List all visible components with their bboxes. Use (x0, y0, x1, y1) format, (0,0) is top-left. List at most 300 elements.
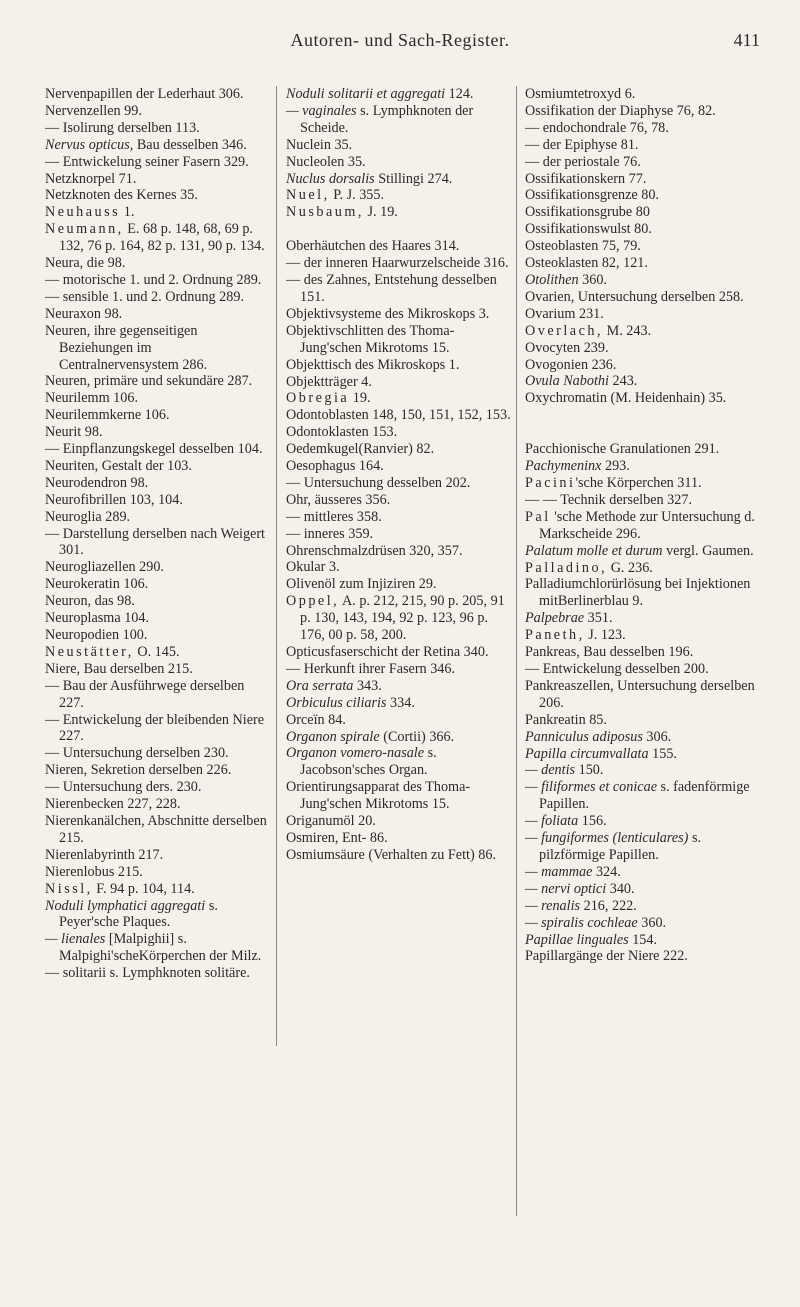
entry-latin-term: Palatum molle et durum (525, 542, 663, 559)
index-entry (286, 390, 514, 407)
index-entry (286, 306, 514, 323)
index-entry (286, 103, 514, 137)
index-entry (525, 813, 761, 830)
entry-text: Ovogonien 236. (525, 356, 617, 373)
entry-text: s. Jacobson'sches Organ. (300, 745, 437, 779)
entry-latin-term: Palpebrae (525, 610, 585, 627)
entry-text: Nervenzellen 99. (45, 102, 142, 119)
index-entry (286, 204, 514, 221)
index-entry (525, 898, 761, 915)
entry-text: Opticusfaserschicht der Retina 340. (286, 644, 489, 660)
entry-text: Neurilemm 106. (45, 390, 138, 407)
index-entry (45, 289, 267, 306)
entry-text: Ossifikationsgrenze 80. (525, 187, 659, 204)
index-entry (45, 644, 267, 661)
entry-text: Netzknoten des Kernes 35. (45, 187, 198, 204)
index-entry (286, 137, 514, 154)
entry-text: Ossifikationsgrube 80 (525, 204, 650, 221)
entry-text: Osteoklasten 82, 121. (525, 255, 648, 272)
entry-latin-term: Nuclus dorsalis (286, 170, 375, 187)
entry-text: Neuroplasma 104. (45, 610, 150, 627)
entry-text: Osmiumsäure (Verhalten zu Fett) 86. (286, 846, 496, 863)
entry-text: (Cortii) 366. (379, 728, 455, 745)
index-entry (45, 103, 267, 120)
index-entry (525, 171, 761, 188)
index-entry (525, 746, 761, 763)
entry-latin-term: Papillae linguales (525, 931, 629, 948)
entry-text: 150. (575, 762, 604, 779)
entry-author: Neumann, (45, 221, 124, 238)
index-entry (286, 661, 514, 678)
entry-text: Nuclein 35. (286, 136, 353, 153)
entry-author: Neuhauss (45, 204, 121, 221)
index-entry (525, 610, 761, 627)
entry-text: Olivenöl zum Injiziren 29. (286, 576, 437, 593)
entry-text: Nierenlobus 215. (45, 863, 143, 880)
entry-text: 334. (386, 694, 415, 711)
entry-text: Neuren, primäre und sekundäre 287. (45, 373, 253, 390)
index-entry (286, 779, 514, 813)
entry-text: — Untersuchung ders. 230. (45, 779, 202, 796)
entry-text: M. 243. (603, 322, 652, 339)
index-entry (525, 272, 761, 289)
entry-text: 360. (578, 271, 607, 288)
index-entry (286, 357, 514, 374)
entry-text: Nierenbecken 227, 228. (45, 796, 181, 813)
entry-text: G. 236. (607, 559, 653, 576)
entry-text: 156. (578, 813, 607, 830)
entry-text: Ohrenschmalzdrüsen 320, 357. (286, 542, 463, 559)
index-entry (45, 407, 267, 424)
entry-latin-term: Papilla circumvallata (525, 745, 649, 762)
entry-text: Neurokeratin 106. (45, 576, 149, 593)
entry-latin-term: Noduli solitarii et aggregati (286, 86, 446, 102)
index-entry (525, 340, 761, 357)
index-entry (286, 695, 514, 712)
index-entry (525, 458, 761, 475)
entry-latin-term: Ovula Nabothi (525, 373, 609, 390)
index-entry (45, 813, 267, 847)
entry-text: Nieren, Sekretion derselben 226. (45, 762, 232, 779)
index-entry (45, 390, 267, 407)
entry-latin-term: — lienales (45, 931, 106, 948)
entry-text: 293. (601, 458, 630, 475)
entry-text: Nierenkanälchen, Abschnitte derselben 215. (45, 812, 267, 846)
entry-text: — motorische 1. und 2. Ordnung 289. (45, 271, 262, 288)
index-entry (45, 221, 267, 255)
page-number: 411 (733, 30, 760, 50)
entry-text: 343. (353, 677, 382, 694)
entry-text: Okular 3. (286, 559, 340, 576)
entry-text: Neuraxon 98. (45, 305, 123, 322)
entry-text: 340. (606, 880, 635, 897)
entry-text: — sensible 1. und 2. Ordnung 289. (45, 288, 245, 305)
index-entry (45, 678, 267, 712)
entry-text: 306. (642, 728, 672, 745)
entry-text: s. fadenförmige Papillen. (539, 779, 750, 813)
entry-text: J. 123. (584, 627, 626, 644)
entry-latin-term: — mammae (525, 863, 593, 880)
index-entry (45, 137, 267, 154)
index-entry (286, 745, 514, 779)
index-entry (45, 306, 267, 323)
entry-text: Osmiren, Ent- 86. (286, 829, 388, 846)
index-entry (45, 864, 267, 881)
entry-text: Objektivschlitten des Thoma-Jung'schen Mikrotoms 15. (286, 322, 455, 356)
index-entry (45, 323, 267, 374)
column-divider (516, 86, 517, 1216)
entry-author: Overlach, (525, 322, 604, 339)
index-entry (525, 729, 761, 746)
entry-text: Neurit 98. (45, 424, 103, 441)
entry-latin-term: Nervus opticus, (45, 136, 134, 153)
index-entry (525, 779, 761, 813)
entry-text: J. 19. (363, 204, 398, 221)
entry-text: s. Peyer'sche Plaques. (59, 897, 218, 931)
index-entry (525, 357, 761, 374)
section-gap (286, 221, 514, 238)
entry-text: 155. (648, 745, 677, 762)
index-entry (525, 475, 761, 492)
index-entry (45, 576, 267, 593)
entry-text: Oesophagus 164. (286, 458, 384, 475)
entry-latin-term: — dentis (525, 762, 576, 779)
entry-latin-term: Otolithen (525, 271, 579, 288)
entry-author: Neustätter, (45, 643, 134, 660)
index-entry (45, 424, 267, 441)
index-entry (45, 492, 267, 509)
entry-text: Ossifikationswulst 80. (525, 221, 652, 238)
index-entry (286, 171, 514, 188)
entry-text: E. 68 p. 148, 68, 69 p. 132, 76 p. 164, 82 p. 131, 90 p. 134. (59, 221, 265, 255)
index-entry (286, 154, 514, 171)
index-entry (286, 543, 514, 560)
entry-text: Papillargänge der Niere 222. (525, 948, 688, 965)
index-column-1 (45, 86, 267, 982)
entry-text: — mittleres 358. (286, 508, 382, 525)
entry-text: 154. (628, 931, 658, 948)
index-entry (45, 931, 267, 965)
index-column-3 (525, 86, 761, 965)
entry-text: 216, 222. (580, 897, 637, 914)
index-entry (45, 593, 267, 610)
index-entry (45, 154, 267, 171)
index-entry (286, 526, 514, 543)
index-entry (286, 678, 514, 695)
index-entry (525, 509, 761, 543)
entry-text: — der inneren Haarwurzelscheide 316. (286, 255, 509, 272)
index-entry (45, 796, 267, 813)
entry-text: 360. (637, 914, 667, 931)
entry-author: Nusbaum, (286, 204, 364, 221)
entry-text: — Herkunft ihrer Fasern 346. (286, 660, 456, 677)
entry-text: Bau desselben 346. (133, 136, 247, 153)
entry-author: Pacini (525, 475, 576, 492)
index-entry (286, 458, 514, 475)
index-entry (525, 762, 761, 779)
entry-text: 1. (120, 204, 135, 221)
section-gap (525, 424, 761, 441)
running-title: Autoren- und Sach-Register. (290, 30, 510, 50)
entry-text: Ohr, äusseres 356. (286, 491, 391, 508)
index-entry (286, 509, 514, 526)
entry-text: Ossifikation der Diaphyse 76, 82. (525, 102, 716, 119)
index-entry (286, 847, 514, 864)
entry-text: Orceïn 84. (286, 711, 346, 728)
index-entry (286, 475, 514, 492)
entry-text: — des Zahnes, Entstehung desselben 151. (286, 272, 497, 305)
entry-text: Stillingi 274. (374, 170, 453, 187)
index-entry (525, 712, 761, 729)
entry-text: Nervenpapillen der Lederhaut 306. (45, 86, 244, 102)
entry-text: Oberhäutchen des Haares 314. (286, 238, 460, 255)
entry-text: 324. (592, 863, 621, 880)
entry-text: vergl. Gaumen. (662, 542, 754, 559)
index-entry (286, 712, 514, 729)
entry-latin-term: Orbiculus ciliaris (286, 694, 387, 711)
entry-text: — Untersuchung desselben 202. (286, 474, 471, 491)
index-entry (525, 644, 761, 661)
index-entry (45, 187, 267, 204)
entry-text: 19. (349, 390, 371, 407)
index-entry (525, 543, 761, 560)
entry-text: Pankreatin 85. (525, 711, 607, 728)
entry-text: — Entwickelung seiner Fasern 329. (45, 153, 249, 170)
entry-text: — Isolirung derselben 113. (45, 119, 200, 136)
entry-text: Origanumöl 20. (286, 813, 376, 830)
index-entry (45, 458, 267, 475)
entry-text: Odontoblasten 148, 150, 151, 152, 153. (286, 407, 511, 424)
index-entry (286, 813, 514, 830)
entry-text: Oedemkugel(Ranvier) 82. (286, 441, 435, 458)
index-entry (45, 559, 267, 576)
entry-author: Obregia (286, 390, 350, 407)
entry-text: Neuroglia 289. (45, 508, 131, 525)
entry-text: F. 94 p. 104, 114. (92, 880, 195, 897)
index-entry (525, 441, 761, 458)
index-entry (286, 187, 514, 204)
entry-text: O. 145. (133, 643, 180, 660)
index-entry (525, 576, 761, 610)
entry-latin-term: — fungiformes (lenticulares) (525, 830, 689, 847)
entry-text: — endochondrale 76, 78. (525, 119, 669, 136)
index-entry (525, 86, 761, 103)
entry-text: — Untersuchung derselben 230. (45, 745, 229, 762)
entry-text: — — Technik derselben 327. (525, 491, 692, 508)
index-entry (525, 221, 761, 238)
entry-text: Neuriten, Gestalt der 103. (45, 457, 192, 474)
index-entry (525, 306, 761, 323)
index-entry (45, 255, 267, 272)
index-entry (45, 881, 267, 898)
index-entry (525, 137, 761, 154)
entry-text: Neurodendron 98. (45, 474, 149, 491)
index-entry (286, 576, 514, 593)
entry-text: Oxychromatin (M. Heidenhain) 35. (525, 390, 727, 407)
entry-text: Odontoklasten 153. (286, 424, 398, 441)
page-header (0, 24, 800, 64)
entry-author: Oppel, (286, 593, 340, 610)
entry-text: — Entwickelung desselben 200. (525, 661, 709, 677)
index-entry (525, 103, 761, 120)
index-entry (45, 712, 267, 746)
entry-text: Ovarien, Untersuchung derselben 258. (525, 288, 744, 305)
entry-text: — der Epiphyse 81. (525, 136, 639, 153)
index-entry (45, 898, 267, 932)
index-entry (45, 762, 267, 779)
entry-text: Nierenlabyrinth 217. (45, 846, 164, 863)
index-entry (525, 627, 761, 644)
entry-text: 243. (608, 373, 638, 390)
entry-text: Orientirungsapparat des Thoma-Jung'schen Mikrotoms 15. (286, 779, 471, 813)
entry-text: Osmiumtetroxyd 6. (525, 86, 636, 102)
index-entry (286, 830, 514, 847)
entry-latin-term: Organon spirale (286, 728, 380, 745)
index-entry (525, 560, 761, 577)
entry-text: — solitarii s. Lymphknoten solitäre. (45, 965, 250, 982)
entry-author: Nuel, (286, 187, 330, 204)
index-entry (45, 272, 267, 289)
entry-author: Paneth, (525, 627, 585, 644)
entry-text: Neuropodien 100. (45, 627, 148, 643)
index-entry (525, 932, 761, 949)
entry-text: Ossifikationskern 77. (525, 170, 647, 187)
entry-latin-term: — renalis (525, 897, 581, 914)
entry-text: Nucleolen 35. (286, 153, 366, 170)
index-entry (45, 610, 267, 627)
entry-text: — inneres 359. (286, 525, 374, 542)
index-entry (525, 204, 761, 221)
entry-text: Neura, die 98. (45, 255, 126, 272)
entry-text: Osteoblasten 75, 79. (525, 238, 641, 255)
entry-text: Ovarium 231. (525, 305, 604, 322)
entry-text: P. J. 355. (329, 187, 385, 204)
index-entry (286, 644, 514, 661)
index-entry (525, 678, 761, 712)
entry-text: Palladiumchlorürlösung bei Injektionen mitBerlinerblau 9. (525, 576, 751, 610)
entry-text: Objektivsysteme des Mikroskops 3. (286, 305, 490, 322)
index-entry (45, 965, 267, 982)
entry-author: Palladino, (525, 559, 608, 576)
entry-text: Neuren, ihre gegenseitigen Beziehungen im Centralnervensystem 286. (45, 322, 208, 373)
entry-text: [Malpighii] s. Malpighi'scheKörperchen der Milz. (59, 931, 262, 965)
index-entry (286, 407, 514, 424)
index-entry (286, 424, 514, 441)
index-entry (45, 661, 267, 678)
index-entry (525, 492, 761, 509)
entry-text: Neurilemmkerne 106. (45, 407, 170, 424)
index-entry (525, 323, 761, 340)
index-entry (45, 627, 267, 644)
index-entry (286, 255, 514, 272)
section-gap (525, 407, 761, 424)
entry-latin-term: Ora serrata (286, 677, 354, 694)
index-entry (286, 272, 514, 306)
entry-text: — Bau der Ausführwege derselben 227. (45, 677, 245, 711)
entry-author: Nissl, (45, 880, 93, 897)
index-entry (45, 509, 267, 526)
index-entry (525, 830, 761, 864)
entry-text: s. pilzförmige Papillen. (539, 830, 702, 863)
entry-latin-term: Noduli lymphatici aggregati (45, 897, 206, 914)
entry-text: Neurogliazellen 290. (45, 559, 164, 576)
index-entry (286, 492, 514, 509)
entry-text: 351. (584, 610, 613, 627)
index-entry (286, 441, 514, 458)
entry-text: Pacchionische Granulationen 291. (525, 441, 720, 458)
index-entry (286, 593, 514, 644)
entry-text: Neuron, das 98. (45, 593, 135, 610)
index-entry (286, 323, 514, 357)
entry-text: 'sche Methode zur Untersuchung d. Markscheide 296. (539, 508, 755, 542)
index-entry (45, 204, 267, 221)
entry-text: Neurofibrillen 103, 104. (45, 491, 183, 508)
entry-latin-term: Organon vomero-nasale (286, 745, 425, 762)
index-entry (45, 373, 267, 390)
index-entry (45, 847, 267, 864)
index-entry (525, 238, 761, 255)
entry-text: Netzknorpel 71. (45, 170, 137, 187)
entry-text: — der periostale 76. (525, 153, 641, 170)
entry-text: Pankreaszellen, Untersuchung derselben 206. (525, 677, 755, 711)
index-entry (286, 374, 514, 391)
index-entry (45, 441, 267, 458)
entry-latin-term: — foliata (525, 813, 579, 830)
index-entry (286, 86, 514, 103)
entry-text: Ovocyten 239. (525, 339, 609, 356)
entry-author: Pal (525, 508, 551, 525)
entry-latin-term: Pachymeninx (525, 458, 602, 475)
index-column-2 (286, 86, 514, 864)
index-entry (286, 238, 514, 255)
entry-text: A. p. 212, 215, 90 p. 205, 91 p. 130, 143, 194, 92 p. 123, 96 p. 176, 00 p. 58, 200. (300, 593, 505, 644)
index-entry (525, 948, 761, 965)
entry-text: 124. (445, 86, 474, 102)
index-entry (525, 120, 761, 137)
index-entry (525, 373, 761, 390)
entry-latin-term: — vaginales (286, 102, 357, 119)
index-entry (525, 661, 761, 678)
entry-latin-term: — filiformes et conicae (525, 779, 657, 796)
index-entry (525, 864, 761, 881)
entry-text: Niere, Bau derselben 215. (45, 660, 193, 677)
entry-text: — Einpflanzungskegel desselben 104. (45, 441, 263, 458)
index-entry (525, 390, 761, 407)
index-entry (286, 559, 514, 576)
entry-text: — Darstellung derselben nach Weigert 301. (45, 525, 266, 559)
index-entry (45, 526, 267, 560)
index-entry (286, 729, 514, 746)
index-entry (525, 915, 761, 932)
index-entry (45, 745, 267, 762)
index-entry (525, 289, 761, 306)
index-entry (45, 171, 267, 188)
entry-latin-term: — spiralis cochleae (525, 914, 638, 931)
entry-text: — Entwickelung der bleibenden Niere 227. (45, 711, 265, 745)
index-entry (45, 779, 267, 796)
column-divider (276, 86, 277, 1046)
index-entry (45, 475, 267, 492)
index-entry (45, 120, 267, 137)
index-entry (525, 255, 761, 272)
index-entry (525, 881, 761, 898)
entry-latin-term: Panniculus adiposus (525, 728, 643, 745)
entry-latin-term: — nervi optici (525, 880, 607, 897)
index-entry (525, 154, 761, 171)
index-entry (45, 86, 267, 103)
index-entry (525, 187, 761, 204)
entry-text: Objektträger 4. (286, 373, 372, 390)
